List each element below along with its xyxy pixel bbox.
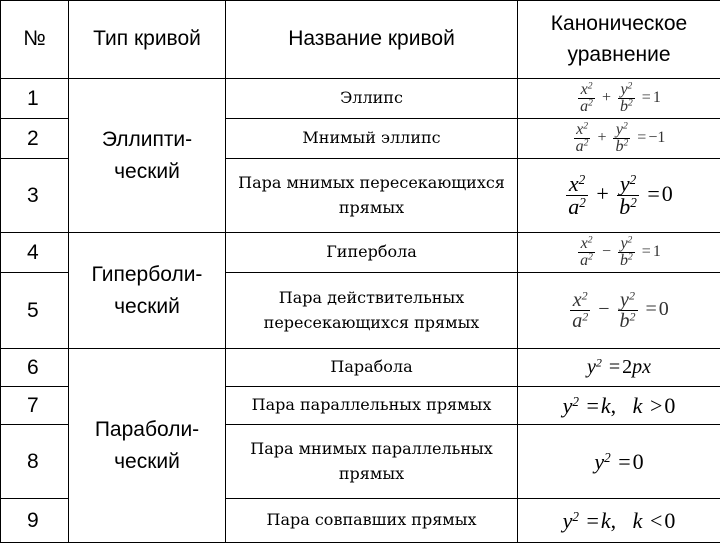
curve-name: Парабола bbox=[226, 349, 518, 387]
header-equation-line1: Каноническое bbox=[518, 9, 720, 39]
equation: $y^2 =0$ bbox=[594, 449, 643, 474]
header-row bbox=[1, 1, 720, 79]
equation-parallel-lines bbox=[518, 387, 720, 425]
header-type: Тип кривой bbox=[69, 1, 226, 79]
equation-coincident-lines bbox=[518, 499, 720, 543]
type-elliptic-line1: Эллипти- bbox=[69, 124, 225, 156]
equation-imaginary-intersecting-lines bbox=[518, 159, 720, 233]
type-hyperbolic bbox=[69, 233, 226, 349]
type-hyperbolic-line1: Гиперболи- bbox=[69, 259, 225, 291]
type-parabolic-line1: Параболи- bbox=[69, 414, 225, 446]
header-number: № bbox=[1, 1, 69, 79]
header-name: Название кривой bbox=[226, 1, 518, 79]
type-elliptic-line2: ческий bbox=[69, 156, 225, 188]
curve-name bbox=[226, 273, 518, 349]
curve-name: Пара совпавших прямых bbox=[226, 499, 518, 543]
table-row bbox=[1, 79, 720, 119]
curve-name-line1: Пара действительных bbox=[226, 286, 517, 311]
row-number: 5 bbox=[1, 273, 69, 349]
equation: $y^2 =k$, k >0 bbox=[563, 393, 676, 418]
row-number: 6 bbox=[1, 349, 69, 387]
row-number: 2 bbox=[1, 119, 69, 159]
row-number: 3 bbox=[1, 159, 69, 233]
equation-ellipse bbox=[518, 79, 720, 119]
equation-hyperbola bbox=[518, 233, 720, 273]
equation: $\frac{x^2}{a^2}$ + $\frac{y^2}{b^2}$ = 1 bbox=[577, 89, 661, 106]
curve-name: Пара параллельных прямых bbox=[226, 387, 518, 425]
curve-name-line2: пересекающихся прямых bbox=[226, 311, 517, 336]
curve-name: Мнимый эллипс bbox=[226, 119, 518, 159]
equation-intersecting-lines bbox=[518, 273, 720, 349]
type-hyperbolic-line2: ческий bbox=[69, 291, 225, 323]
row-number: 4 bbox=[1, 233, 69, 273]
type-elliptic bbox=[69, 79, 226, 233]
header-equation-line2: уравнение bbox=[518, 40, 720, 70]
equation: $\frac{x^2}{a^2}$ + $\frac{y^2}{b^2}$ =0 bbox=[565, 181, 673, 206]
curve-name-line2: прямых bbox=[226, 462, 517, 487]
table-row bbox=[1, 233, 720, 273]
equation-imaginary-parallel-lines bbox=[518, 425, 720, 499]
equation: $\frac{x^2}{a^2}$ − $\frac{y^2}{b^2}$ = 0 bbox=[569, 298, 669, 320]
equation: $y^2 =k$, k <0 bbox=[563, 508, 676, 533]
curve-name-line2: прямых bbox=[226, 196, 517, 221]
type-parabolic-line2: ческий bbox=[69, 446, 225, 478]
row-number: 8 bbox=[1, 425, 69, 499]
curve-name: Эллипс bbox=[226, 79, 518, 119]
table-row bbox=[1, 349, 720, 387]
equation: $y^2 = 2px$ bbox=[587, 356, 651, 378]
row-number: 7 bbox=[1, 387, 69, 425]
curve-name bbox=[226, 425, 518, 499]
curve-name bbox=[226, 159, 518, 233]
header-equation bbox=[518, 1, 720, 79]
equation-imaginary-ellipse bbox=[518, 119, 720, 159]
row-number: 9 bbox=[1, 499, 69, 543]
curve-name-line1: Пара мнимых пересекающихся bbox=[226, 171, 517, 196]
row-number: 1 bbox=[1, 79, 69, 119]
curve-name-line1: Пара мнимых параллельных bbox=[226, 437, 517, 462]
type-parabolic bbox=[69, 349, 226, 543]
equation-parabola bbox=[518, 349, 720, 387]
equation: $\frac{x^2}{a^2}$ + $\frac{y^2}{b^2}$ = −1 bbox=[573, 129, 666, 146]
curve-name: Гипербола bbox=[226, 233, 518, 273]
equation: $\frac{x^2}{a^2}$ − $\frac{y^2}{b^2}$ = 1 bbox=[577, 243, 661, 260]
